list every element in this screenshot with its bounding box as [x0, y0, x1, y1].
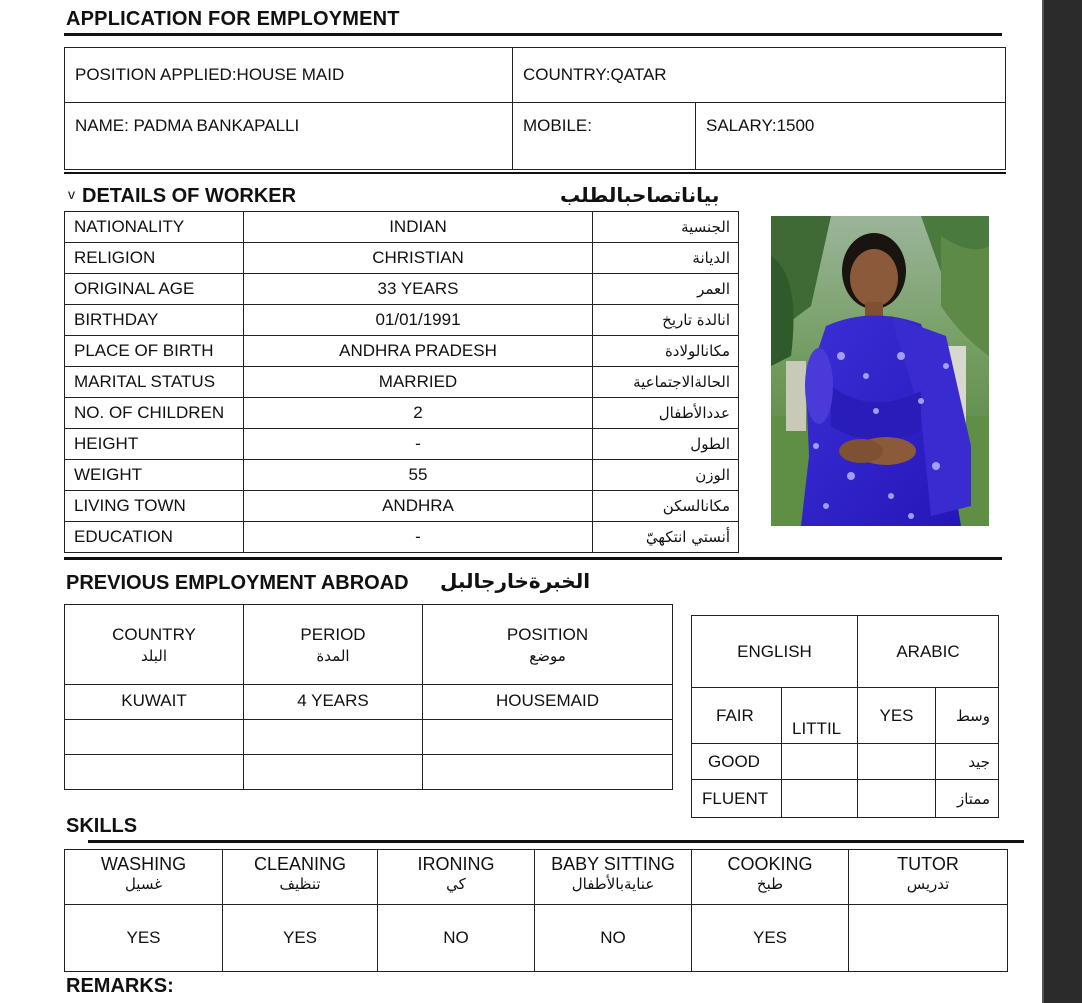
details-rule	[64, 557, 1002, 560]
details-marker: v	[68, 186, 75, 202]
details-table	[64, 211, 739, 553]
name-field: NAME: PADMA BANKAPALLI	[65, 103, 513, 170]
title-rule	[64, 33, 1002, 36]
remarks-label: REMARKS:	[66, 975, 174, 997]
arabic-level-value: YES	[858, 688, 936, 744]
detail-label-ar: مكانالولادة	[593, 336, 739, 367]
top-info-table	[64, 47, 1006, 170]
prev-period-value: 4 YEARS	[244, 685, 423, 720]
table-row	[65, 460, 739, 491]
level-good-ar: جيد	[936, 744, 999, 780]
detail-value: INDIAN	[244, 212, 593, 243]
worker-photo	[771, 216, 989, 526]
detail-value: ANDHRA	[244, 491, 593, 522]
skill-name-ar: عنايةبالأطفال	[571, 875, 655, 893]
previous-heading: PREVIOUS EMPLOYMENT ABROAD	[66, 572, 409, 594]
salary-field: SALARY:1500	[696, 103, 1006, 170]
top-table-rule	[64, 172, 1006, 174]
table-row	[65, 755, 673, 790]
country-field: COUNTRY:QATAR	[513, 48, 1006, 103]
skill-name: BABY SITTING	[551, 854, 675, 874]
skill-value: NO	[535, 905, 692, 972]
skill-name-ar: تدريس	[906, 875, 950, 893]
skill-value	[849, 905, 1008, 972]
detail-label: EDUCATION	[65, 522, 244, 553]
detail-label-ar: عددالأطفال	[593, 398, 739, 429]
language-table	[691, 615, 999, 818]
table-row	[65, 720, 673, 755]
table-row	[65, 367, 739, 398]
english-level-value: LITTIL	[782, 688, 858, 744]
skills-table	[64, 849, 1008, 972]
skills-heading: SKILLS	[66, 815, 138, 837]
detail-label: LIVING TOWN	[65, 491, 244, 522]
skill-name: TUTOR	[897, 854, 959, 874]
detail-label: MARITAL STATUS	[65, 367, 244, 398]
level-fluent-ar: ممتاز	[936, 780, 999, 818]
position-applied: POSITION APPLIED:HOUSE MAID	[65, 48, 513, 103]
detail-value: MARRIED	[244, 367, 593, 398]
previous-employment-table	[64, 604, 673, 790]
level-fair: FAIR	[692, 688, 782, 744]
skill-name-ar: غسيل	[124, 875, 163, 893]
detail-label-ar: الجنسية	[593, 212, 739, 243]
detail-label-ar: الطول	[593, 429, 739, 460]
detail-label-ar: الحالةالاجتماعية	[593, 367, 739, 398]
skill-name: COOKING	[727, 854, 813, 874]
prev-col-position: POSITION موضع	[423, 605, 673, 685]
detail-label-ar: الوزن	[593, 460, 739, 491]
detail-value: 33 YEARS	[244, 274, 593, 305]
skill-name-ar: تنظيف	[279, 875, 321, 893]
detail-value: -	[244, 522, 593, 553]
skill-header	[65, 850, 223, 905]
detail-value: 55	[244, 460, 593, 491]
table-row	[65, 212, 739, 243]
table-row	[65, 336, 739, 367]
table-row	[65, 398, 739, 429]
skill-name-ar: كي	[446, 875, 466, 893]
skill-value: YES	[223, 905, 378, 972]
table-row	[65, 522, 739, 553]
skill-name: WASHING	[100, 854, 187, 874]
table-row	[65, 491, 739, 522]
detail-value: CHRISTIAN	[244, 243, 593, 274]
level-fair-ar: وسط	[936, 688, 999, 744]
detail-label-ar: الديانة	[593, 243, 739, 274]
skill-header	[535, 850, 692, 905]
skill-header	[378, 850, 535, 905]
table-row	[65, 243, 739, 274]
table-row	[65, 305, 739, 336]
detail-label: BIRTHDAY	[65, 305, 244, 336]
skill-name: IRONING	[417, 854, 495, 874]
skill-header	[849, 850, 1008, 905]
detail-label: WEIGHT	[65, 460, 244, 491]
detail-value: 2	[244, 398, 593, 429]
skill-value: YES	[692, 905, 849, 972]
prev-col-period: PERIOD المدة	[244, 605, 423, 685]
skill-name: CLEANING	[253, 854, 347, 874]
previous-heading-ar: الخبرةخارجالبل	[440, 569, 591, 593]
viewer-edge	[1042, 0, 1082, 1003]
language-english-header: ENGLISH	[692, 616, 858, 688]
skill-header	[692, 850, 849, 905]
prev-col-country: COUNTRY البلد	[65, 605, 244, 685]
skill-header	[223, 850, 378, 905]
detail-label: NO. OF CHILDREN	[65, 398, 244, 429]
table-row	[65, 429, 739, 460]
level-good: GOOD	[692, 744, 782, 780]
mobile-field: MOBILE:	[513, 103, 696, 170]
table-row	[65, 274, 739, 305]
skills-rule	[88, 840, 1024, 843]
detail-label-ar: مكانالسكن	[593, 491, 739, 522]
detail-label: ORIGINAL AGE	[65, 274, 244, 305]
detail-value: -	[244, 429, 593, 460]
level-fluent: FLUENT	[692, 780, 782, 818]
skill-name-ar: طبخ	[756, 875, 784, 893]
detail-label: PLACE OF BIRTH	[65, 336, 244, 367]
detail-label: RELIGION	[65, 243, 244, 274]
table-row	[65, 685, 673, 720]
detail-label-ar: العمر	[593, 274, 739, 305]
page-title: APPLICATION FOR EMPLOYMENT	[66, 8, 400, 30]
skill-value: NO	[378, 905, 535, 972]
skill-value: YES	[65, 905, 223, 972]
detail-label-ar: انالدة تاريخ	[593, 305, 739, 336]
language-arabic-header: ARABIC	[858, 616, 999, 688]
detail-label-ar: أنستي انتكهيّ	[593, 522, 739, 553]
detail-value: ANDHRA PRADESH	[244, 336, 593, 367]
prev-position-value: HOUSEMAID	[423, 685, 673, 720]
detail-label: NATIONALITY	[65, 212, 244, 243]
details-heading-ar: بياناتصاحبالطلب	[560, 183, 720, 207]
detail-value: 01/01/1991	[244, 305, 593, 336]
detail-label: HEIGHT	[65, 429, 244, 460]
details-heading: DETAILS OF WORKER	[82, 185, 297, 207]
prev-country-value: KUWAIT	[65, 685, 244, 720]
